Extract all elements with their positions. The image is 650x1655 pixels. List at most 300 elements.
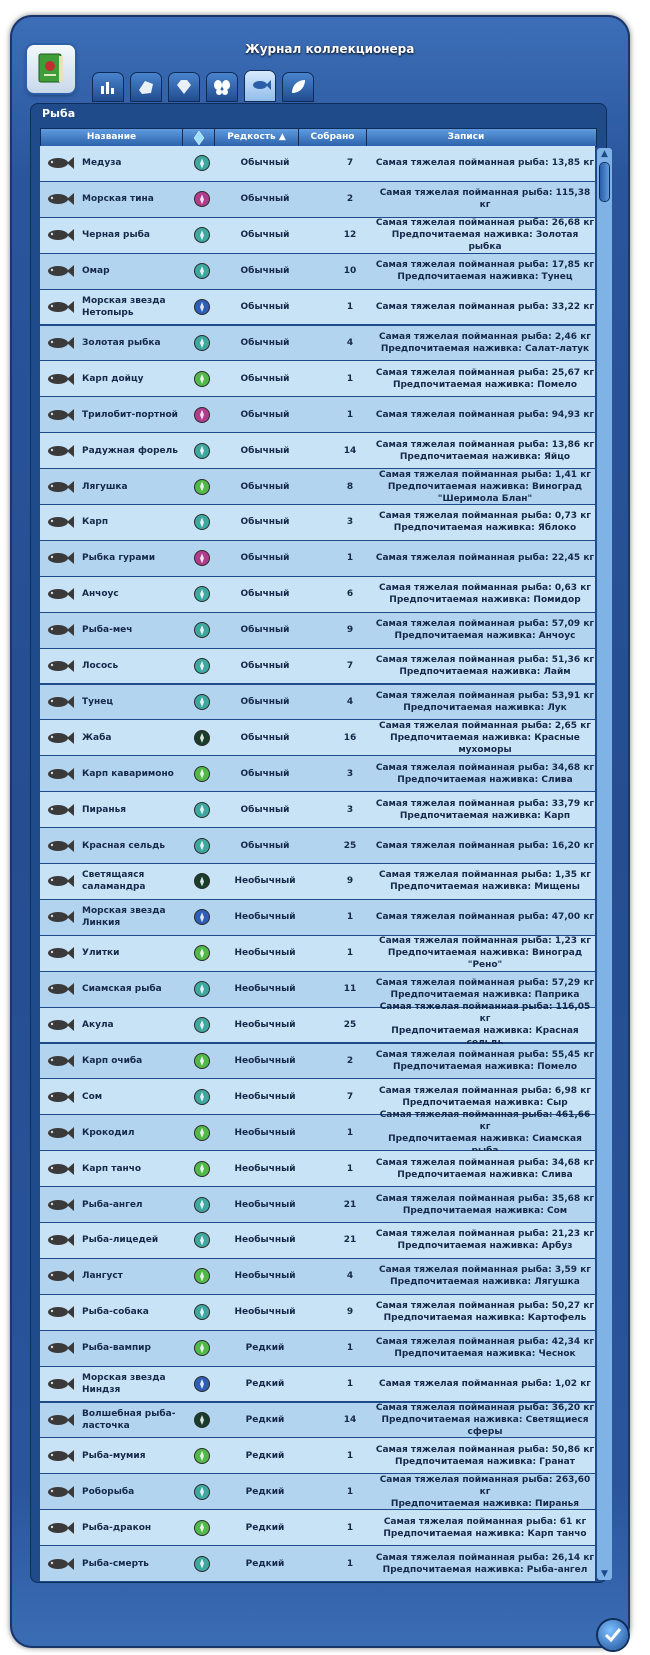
column-records[interactable]: Записи bbox=[447, 132, 485, 142]
tab-stats[interactable] bbox=[92, 72, 124, 102]
record-bait: Предпочитаемая наживка: Золотая рыбка bbox=[391, 230, 579, 253]
fish-name: Улитки bbox=[82, 948, 120, 959]
sort-ascending-icon: ▲ bbox=[278, 132, 286, 142]
fish-rarity: Необычный bbox=[234, 984, 296, 995]
fish-count: 1 bbox=[346, 1163, 354, 1174]
plumbob-badge-icon bbox=[195, 731, 209, 745]
mood-badge bbox=[187, 433, 217, 468]
plumbob-badge-icon bbox=[195, 695, 209, 709]
record-bait: Предпочитаемая наживка: Слива bbox=[397, 774, 573, 785]
fish-count: 3 bbox=[346, 768, 354, 779]
record-weight: Самая тяжелая пойманная рыба: 34,68 кг bbox=[375, 1157, 595, 1168]
table-row[interactable] bbox=[40, 828, 595, 863]
fish-count: 4 bbox=[346, 337, 354, 348]
table-row[interactable] bbox=[40, 505, 595, 540]
table-row[interactable] bbox=[40, 146, 595, 181]
fish-count: 1 bbox=[346, 1343, 354, 1354]
table-header bbox=[40, 128, 597, 147]
fish-records bbox=[375, 433, 595, 468]
plumbob-badge-icon bbox=[195, 587, 209, 601]
fish-name: Рыба-собака bbox=[82, 1307, 149, 1318]
fish-rarity: Обычный bbox=[240, 840, 290, 851]
table-row[interactable] bbox=[40, 541, 595, 576]
table-row[interactable] bbox=[40, 900, 595, 935]
mood-badge bbox=[187, 1403, 217, 1438]
fish-thumbnail bbox=[42, 361, 78, 396]
fish-name: Анчоус bbox=[82, 589, 119, 600]
section-title: Рыба bbox=[42, 107, 76, 120]
plumbob-badge-icon bbox=[195, 408, 209, 422]
record-weight: Самая тяжелая пойманная рыба: 461,66 кг bbox=[379, 1109, 591, 1132]
plumbob-badge-icon bbox=[195, 874, 209, 888]
fish-name: Крокодил bbox=[82, 1127, 135, 1138]
plumbob-badge-icon bbox=[195, 1341, 209, 1355]
fish-thumbnail bbox=[42, 433, 78, 468]
fish-thumbnail bbox=[42, 1510, 78, 1545]
mood-badge bbox=[187, 864, 217, 899]
record-bait: Предпочитаемая наживка: Картофель bbox=[383, 1313, 587, 1324]
mood-badge bbox=[187, 541, 217, 576]
table-row[interactable] bbox=[40, 182, 595, 217]
record-bait: Предпочитаемая наживка: Помидор bbox=[389, 595, 581, 606]
fish-records bbox=[375, 397, 595, 432]
record-weight: Самая тяжелая пойманная рыба: 1,23 кг bbox=[378, 936, 592, 947]
record-bait: Предпочитаемая наживка: Виноград "Рено" bbox=[387, 948, 583, 971]
fish-thumbnail bbox=[42, 864, 78, 899]
plumbob-badge-icon bbox=[195, 1413, 209, 1427]
fish-rarity: Необычный bbox=[234, 1271, 296, 1282]
mood-badge bbox=[187, 1331, 217, 1366]
fish-records bbox=[375, 1109, 595, 1150]
plumbob-badge-icon bbox=[195, 1233, 209, 1247]
column-mood[interactable] bbox=[183, 129, 215, 146]
fish-thumbnail bbox=[42, 1438, 78, 1473]
fish-thumbnail bbox=[42, 1079, 78, 1114]
fish-records bbox=[375, 936, 595, 971]
column-name[interactable]: Название bbox=[41, 129, 183, 146]
fish-records bbox=[375, 792, 595, 827]
fish-thumbnail bbox=[42, 1295, 78, 1330]
scrollbar-track[interactable] bbox=[597, 148, 612, 1580]
fish-thumbnail bbox=[42, 685, 78, 720]
plumbob-badge-icon bbox=[195, 1162, 209, 1176]
table-row[interactable] bbox=[40, 649, 595, 684]
fish-name: Рыба-вампир bbox=[82, 1343, 151, 1354]
table-row[interactable] bbox=[40, 290, 595, 325]
record-bait: Предпочитаемая наживка: Яйцо bbox=[399, 451, 571, 462]
fish-name: Карп танчо bbox=[82, 1163, 142, 1174]
fish-thumbnail bbox=[42, 1403, 78, 1438]
fish-records bbox=[375, 1367, 595, 1402]
record-weight: Самая тяжелая пойманная рыба: 57,29 кг bbox=[375, 978, 595, 989]
fish-records bbox=[375, 146, 595, 181]
record-weight: Самая тяжелая пойманная рыба: 47,00 кг bbox=[375, 912, 595, 923]
fish-records bbox=[375, 1151, 595, 1186]
plumbob-badge-icon bbox=[195, 444, 209, 458]
record-weight: Самая тяжелая пойманная рыба: 36,20 кг bbox=[375, 1402, 595, 1413]
table-row[interactable] bbox=[40, 469, 595, 504]
fish-thumbnail bbox=[42, 936, 78, 971]
fish-name: Сом bbox=[82, 1091, 103, 1102]
record-bait-extra: "Шеримола Блан" bbox=[437, 493, 533, 504]
fish-records bbox=[375, 649, 595, 684]
plumbob-badge-icon bbox=[195, 372, 209, 386]
fish-records bbox=[375, 1259, 595, 1294]
table-row[interactable] bbox=[40, 613, 595, 648]
fish-records bbox=[375, 1403, 595, 1438]
fish-thumbnail bbox=[42, 1115, 78, 1150]
fish-thumbnail bbox=[42, 1474, 78, 1509]
plumbob-badge-icon bbox=[195, 1269, 209, 1283]
fish-rarity: Обычный bbox=[240, 732, 290, 743]
mood-badge bbox=[187, 792, 217, 827]
record-weight: Самая тяжелая пойманная рыба: 57,09 кг bbox=[375, 619, 595, 630]
fish-count: 1 bbox=[346, 1558, 354, 1569]
mood-badge bbox=[187, 218, 217, 253]
mood-badge bbox=[187, 1223, 217, 1258]
fish-count: 7 bbox=[346, 1091, 354, 1102]
fish-rarity: Необычный bbox=[234, 1055, 296, 1066]
fish-name: Рыба-лицедей bbox=[82, 1235, 159, 1246]
table-row[interactable] bbox=[40, 1510, 595, 1545]
fish-name: Омар bbox=[82, 266, 110, 277]
scrollbar-thumb[interactable] bbox=[600, 163, 609, 201]
table-row[interactable] bbox=[40, 1438, 595, 1473]
fish-count: 1 bbox=[346, 302, 354, 313]
plumbob-badge-icon bbox=[195, 300, 209, 314]
diamond-icon bbox=[175, 78, 193, 96]
record-bait: Предпочитаемая наживка: Тунец bbox=[397, 272, 573, 283]
fish-records bbox=[375, 182, 595, 217]
fish-rarity: Обычный bbox=[240, 589, 290, 600]
record-weight: Самая тяжелая пойманная рыба: 1,35 кг bbox=[378, 870, 592, 881]
tab-fish[interactable] bbox=[244, 70, 276, 102]
fish-name: Рыба-смерть bbox=[82, 1558, 149, 1569]
accept-button[interactable] bbox=[598, 1620, 628, 1650]
mood-badge bbox=[187, 1295, 217, 1330]
record-weight: Самая тяжелая пойманная рыба: 94,93 кг bbox=[375, 409, 595, 420]
plumbob-badge-icon bbox=[195, 1198, 209, 1212]
tab-plants[interactable] bbox=[282, 72, 314, 102]
fish-records bbox=[375, 1331, 595, 1366]
fish-thumbnail bbox=[42, 972, 78, 1007]
fish-name: Сиамская рыба bbox=[82, 984, 162, 995]
fish-count: 1 bbox=[346, 948, 354, 959]
record-weight: Самая тяжелая пойманная рыба: 50,27 кг bbox=[375, 1301, 595, 1312]
fish-name: Морская звезда Нетопырь bbox=[82, 296, 166, 319]
fish-count: 1 bbox=[346, 1379, 354, 1390]
record-weight: Самая тяжелая пойманная рыба: 33,22 кг bbox=[375, 302, 595, 313]
fish-records bbox=[375, 900, 595, 935]
fish-rarity: Редкий bbox=[245, 1522, 285, 1533]
fish-thumbnail bbox=[42, 720, 78, 755]
window-title: Журнал коллекционера bbox=[245, 42, 415, 56]
plumbob-badge-icon bbox=[195, 228, 209, 242]
table-row[interactable] bbox=[40, 433, 595, 468]
table-row[interactable] bbox=[40, 254, 595, 289]
record-weight: Самая тяжелая пойманная рыба: 0,63 кг bbox=[378, 583, 592, 594]
fish-name: Карп очиба bbox=[82, 1055, 143, 1066]
fish-thumbnail bbox=[42, 756, 78, 791]
fish-records bbox=[375, 864, 595, 899]
fish-records bbox=[375, 1510, 595, 1545]
fish-records bbox=[375, 1002, 595, 1043]
record-weight: Самая тяжелая пойманная рыба: 53,91 кг bbox=[375, 690, 595, 701]
record-bait: Предпочитаемая наживка: Светящиеся сферы bbox=[381, 1414, 589, 1437]
fish-records bbox=[375, 505, 595, 540]
fish-name: Радужная форель bbox=[82, 445, 178, 456]
fish-count: 9 bbox=[346, 625, 354, 636]
fish-thumbnail bbox=[42, 469, 78, 504]
record-weight: Самая тяжелая пойманная рыба: 26,68 кг bbox=[375, 218, 595, 229]
table-row[interactable] bbox=[40, 1259, 595, 1294]
table-row[interactable] bbox=[40, 1223, 595, 1258]
mood-badge bbox=[187, 361, 217, 396]
fish-records bbox=[375, 218, 595, 253]
fish-rarity: Необычный bbox=[234, 1235, 296, 1246]
fish-records bbox=[375, 828, 595, 863]
fish-thumbnail bbox=[42, 397, 78, 432]
mood-badge bbox=[187, 685, 217, 720]
table-row[interactable] bbox=[40, 1546, 595, 1581]
plumbob-badge-icon bbox=[195, 1018, 209, 1032]
plumbob-badge-icon bbox=[195, 982, 209, 996]
plumbob-badge-icon bbox=[195, 623, 209, 637]
table-row[interactable] bbox=[40, 1474, 595, 1509]
tab-gems[interactable] bbox=[130, 72, 162, 102]
fish-records bbox=[375, 613, 595, 648]
mood-badge bbox=[187, 1115, 217, 1150]
fish-rarity: Обычный bbox=[240, 302, 290, 313]
fish-name: Тунец bbox=[82, 696, 113, 707]
fish-records bbox=[375, 469, 595, 504]
fish-rarity: Необычный bbox=[234, 912, 296, 923]
mood-badge bbox=[187, 1259, 217, 1294]
fish-count: 1 bbox=[346, 1486, 354, 1497]
table-row[interactable] bbox=[40, 685, 595, 720]
scroll-up-button[interactable]: ▲ bbox=[601, 149, 608, 159]
record-weight: Самая тяжелая пойманная рыба: 51,36 кг bbox=[375, 655, 595, 666]
fish-rarity: Редкий bbox=[245, 1486, 285, 1497]
record-bait: Предпочитаемая наживка: Карп bbox=[399, 810, 571, 821]
table-row[interactable] bbox=[40, 1331, 595, 1366]
fish-name: Морская звезда Ниндзя bbox=[82, 1373, 166, 1396]
fish-thumbnail bbox=[42, 541, 78, 576]
plumbob-badge-icon bbox=[195, 1377, 209, 1391]
table-row[interactable] bbox=[40, 720, 595, 755]
plumbob-badge-icon bbox=[195, 480, 209, 494]
record-weight: Самая тяжелая пойманная рыба: 6,98 кг bbox=[378, 1085, 592, 1096]
mood-badge bbox=[187, 1008, 217, 1043]
fish-name: Карп bbox=[82, 517, 109, 528]
plumbob-badge-icon bbox=[195, 551, 209, 565]
fish-name: Рыба-дракон bbox=[82, 1522, 152, 1533]
fish-name: Рыба-меч bbox=[82, 625, 133, 636]
table-row[interactable] bbox=[40, 1044, 595, 1079]
mood-badge bbox=[187, 900, 217, 935]
fish-thumbnail bbox=[42, 828, 78, 863]
plumbob-badge-icon bbox=[195, 1090, 209, 1104]
fish-rarity: Необычный bbox=[234, 948, 296, 959]
fish-count: 1 bbox=[346, 1127, 354, 1138]
record-weight: Самая тяжелая пойманная рыба: 50,86 кг bbox=[375, 1444, 595, 1455]
fish-rarity: Обычный bbox=[240, 158, 290, 169]
fish-name: Трилобит-портной bbox=[82, 409, 178, 420]
plumbob-badge-icon bbox=[195, 767, 209, 781]
table-row[interactable] bbox=[40, 361, 595, 396]
table-row[interactable] bbox=[40, 936, 595, 971]
record-weight: Самая тяжелая пойманная рыба: 1,02 кг bbox=[378, 1379, 592, 1390]
fish-rarity: Обычный bbox=[240, 230, 290, 241]
table-row[interactable] bbox=[40, 1109, 595, 1150]
mood-badge bbox=[187, 720, 217, 755]
fish-rarity: Обычный bbox=[240, 373, 290, 384]
gem-rock-icon bbox=[137, 78, 155, 96]
record-weight: Самая тяжелая пойманная рыба: 22,45 кг bbox=[375, 553, 595, 564]
fish-count: 1 bbox=[346, 409, 354, 420]
mood-badge bbox=[187, 505, 217, 540]
fish-name: Жаба bbox=[82, 732, 112, 743]
column-collected[interactable]: Собрано bbox=[299, 129, 367, 146]
record-bait: Предпочитаемая наживка: Слива bbox=[397, 1169, 573, 1180]
mood-badge bbox=[187, 290, 217, 325]
fish-name: Рыбка гурами bbox=[82, 553, 156, 564]
fish-name: Пиранья bbox=[82, 804, 127, 815]
fish-name: Черная рыба bbox=[82, 230, 150, 241]
fish-rarity: Редкий bbox=[245, 1379, 285, 1390]
fish-count: 10 bbox=[343, 266, 357, 277]
fish-thumbnail bbox=[42, 792, 78, 827]
fish-rarity: Необычный bbox=[234, 1091, 296, 1102]
fish-rarity: Необычный bbox=[234, 1020, 296, 1031]
record-weight: Самая тяжелая пойманная рыба: 34,68 кг bbox=[375, 762, 595, 773]
fish-rarity: Обычный bbox=[240, 553, 290, 564]
plumbob-badge-icon bbox=[195, 1521, 209, 1535]
fish-records bbox=[375, 1187, 595, 1222]
fish-name: Лягушка bbox=[82, 481, 128, 492]
fish-count: 3 bbox=[346, 517, 354, 528]
record-bait: Предпочитаемая наживка: Сыр bbox=[402, 1097, 568, 1108]
tab-minerals[interactable] bbox=[168, 72, 200, 102]
record-weight: Самая тяжелая пойманная рыба: 42,34 кг bbox=[375, 1337, 595, 1348]
fish-thumbnail bbox=[42, 649, 78, 684]
plumbob-badge-icon bbox=[195, 192, 209, 206]
fish-name: Карп дойцу bbox=[82, 373, 144, 384]
fish-records bbox=[375, 1546, 595, 1581]
fish-count: 14 bbox=[343, 1414, 357, 1425]
record-bait: Предпочитаемая наживка: Рыба-ангел bbox=[382, 1564, 588, 1575]
plumbob-badge-icon bbox=[195, 336, 209, 350]
fish-rarity: Необычный bbox=[234, 876, 296, 887]
fish-name: Морская тина bbox=[82, 194, 154, 205]
fish-records bbox=[375, 685, 595, 720]
plumbob-badge-icon bbox=[195, 264, 209, 278]
fish-records bbox=[375, 1295, 595, 1330]
fish-thumbnail bbox=[42, 1259, 78, 1294]
fish-count: 8 bbox=[346, 481, 354, 492]
fish-rarity: Обычный bbox=[240, 409, 290, 420]
record-bait: Предпочитаемая наживка: Пиранья bbox=[390, 1498, 580, 1509]
record-bait-extra: мухоморы bbox=[458, 744, 512, 755]
mood-badge bbox=[187, 1367, 217, 1402]
fish-count: 1 bbox=[346, 373, 354, 384]
fish-thumbnail bbox=[42, 1044, 78, 1079]
fish-thumbnail bbox=[42, 1151, 78, 1186]
fish-count: 1 bbox=[346, 553, 354, 564]
table-row[interactable] bbox=[40, 1187, 595, 1222]
fish-count: 1 bbox=[346, 1522, 354, 1533]
table-row[interactable] bbox=[40, 1002, 595, 1043]
mood-badge bbox=[187, 254, 217, 289]
record-weight: Самая тяжелая пойманная рыба: 55,45 кг bbox=[375, 1049, 595, 1060]
fish-records bbox=[375, 1474, 595, 1509]
column-rarity[interactable] bbox=[215, 129, 299, 146]
tab-insects[interactable] bbox=[206, 72, 238, 102]
mood-badge bbox=[187, 1079, 217, 1114]
fish-thumbnail bbox=[42, 1187, 78, 1222]
fish-count: 21 bbox=[343, 1235, 357, 1246]
fish-count: 4 bbox=[346, 1271, 354, 1282]
table-row[interactable] bbox=[40, 756, 595, 791]
table-row[interactable] bbox=[40, 1403, 595, 1438]
record-weight: Самая тяжелая пойманная рыба: 1,41 кг bbox=[378, 469, 592, 480]
mood-badge bbox=[187, 649, 217, 684]
fish-records bbox=[375, 326, 595, 361]
fish-count: 14 bbox=[343, 445, 357, 456]
record-bait: Предпочитаемая наживка: Паприка bbox=[390, 990, 580, 1001]
fish-name: Золотая рыбка bbox=[82, 337, 161, 348]
table-row[interactable] bbox=[40, 577, 595, 612]
plumbob-icon bbox=[194, 131, 204, 145]
table-row[interactable] bbox=[40, 792, 595, 827]
fish-rarity: Обычный bbox=[240, 804, 290, 815]
table-row[interactable] bbox=[40, 326, 595, 361]
table-row[interactable] bbox=[40, 1151, 595, 1186]
fish-thumbnail bbox=[42, 1367, 78, 1402]
fish-count: 2 bbox=[346, 194, 354, 205]
record-weight: Самая тяжелая пойманная рыба: 25,67 кг bbox=[375, 367, 595, 378]
record-bait: Предпочитаемая наживка: Красная bbox=[391, 1026, 579, 1037]
fish-rarity: Обычный bbox=[240, 266, 290, 277]
record-weight: Самая тяжелая пойманная рыба: 2,65 кг bbox=[378, 720, 592, 731]
table-row[interactable] bbox=[40, 218, 595, 253]
fish-rarity: Обычный bbox=[240, 337, 290, 348]
fish-name: Рыба-мумия bbox=[82, 1450, 146, 1461]
mood-badge bbox=[187, 1474, 217, 1509]
mood-badge bbox=[187, 146, 217, 181]
table-row[interactable] bbox=[40, 1367, 595, 1402]
fish-name: Акула bbox=[82, 1020, 114, 1031]
mood-badge bbox=[187, 1546, 217, 1581]
fish-count: 9 bbox=[346, 876, 354, 887]
record-weight: Самая тяжелая пойманная рыба: 13,85 кг bbox=[375, 158, 595, 169]
fish-name: Лосось bbox=[82, 661, 119, 672]
fish-thumbnail bbox=[42, 290, 78, 325]
plumbob-badge-icon bbox=[195, 1557, 209, 1571]
fish-rarity: Редкий bbox=[245, 1450, 285, 1461]
table-row[interactable] bbox=[40, 1295, 595, 1330]
table-row[interactable] bbox=[40, 397, 595, 432]
table-row[interactable] bbox=[40, 864, 595, 899]
leaf-icon bbox=[289, 78, 307, 96]
scroll-down-button[interactable]: ▼ bbox=[601, 1569, 608, 1579]
fish-count: 2 bbox=[346, 1055, 354, 1066]
fish-name: Медуза bbox=[82, 158, 122, 169]
fish-thumbnail bbox=[42, 218, 78, 253]
record-weight: Самая тяжелая пойманная рыба: 2,46 кг bbox=[378, 331, 592, 342]
fish-count: 3 bbox=[346, 804, 354, 815]
fish-name: Красная сельдь bbox=[82, 840, 166, 851]
